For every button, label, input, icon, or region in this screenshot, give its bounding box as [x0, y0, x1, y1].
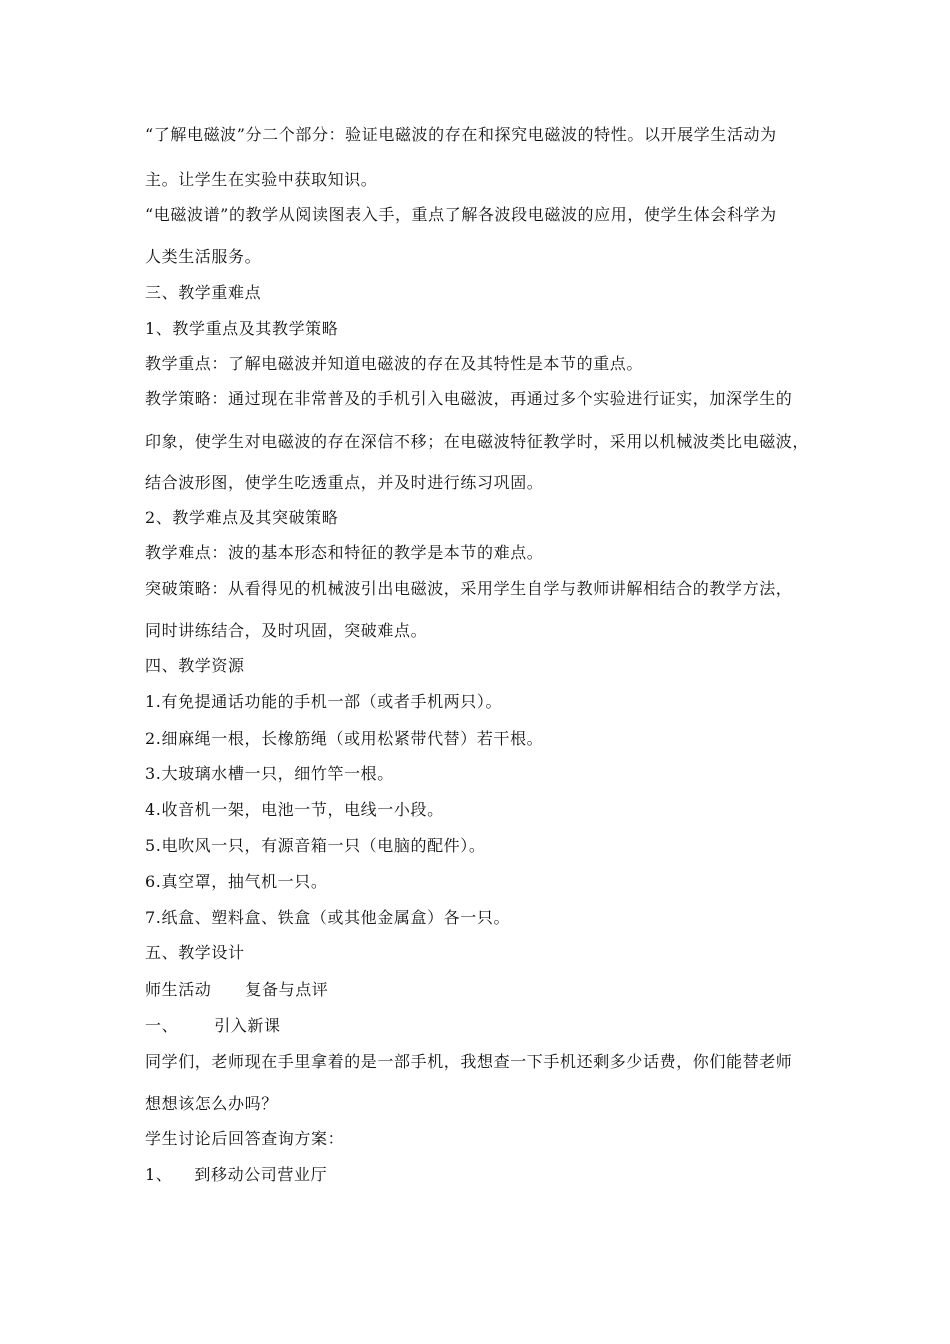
- subsection-heading: 2、教学难点及其突破策略: [145, 508, 339, 527]
- section-heading: 四、教学资源: [145, 656, 245, 675]
- section-heading: 五、教学设计: [145, 943, 245, 962]
- step-heading: [145, 1016, 281, 1036]
- list-item: 4.收音机一架，电池一节，电线一小段。: [145, 800, 444, 819]
- text-line: 主。让学生在实验中获取知识。: [145, 170, 378, 189]
- text-line: 想想该怎么办吗？: [145, 1094, 278, 1113]
- numbered-item: [145, 1165, 327, 1185]
- list-item: 3.大玻璃水槽一只，细竹竿一根。: [145, 764, 394, 783]
- text-line: 印象，使学生对电磁波的存在深信不移；在电磁波特征教学时，采用以机械波类比电磁波，: [145, 432, 810, 451]
- step-title: 引入新课: [214, 1016, 281, 1035]
- item-number: 1、: [145, 1165, 173, 1184]
- item-text: 到移动公司营业厅: [194, 1165, 328, 1184]
- table-header-row: [145, 980, 328, 1000]
- text-line: 学生讨论后回答查询方案：: [145, 1129, 345, 1148]
- text-line: 结合波形图，使学生吃透重点，并及时进行练习巩固。: [145, 473, 544, 492]
- list-item: 2.细麻绳一根，长橡筋绳（或用松紧带代替）若干根。: [145, 729, 544, 748]
- column-header-review: 复备与点评: [245, 980, 329, 999]
- step-number: 一、: [145, 1016, 179, 1035]
- text-line: “电磁波谱”的教学从阅读图表入手，重点了解各波段电磁波的应用，使学生体会科学为: [145, 205, 777, 224]
- list-item: 6.真空罩，抽气机一只。: [145, 872, 328, 891]
- text-line: 同时讲练结合，及时巩固，突破难点。: [145, 621, 428, 640]
- text-line: 同学们，老师现在手里拿着的是一部手机，我想查一下手机还剩多少话费，你们能替老师: [145, 1052, 793, 1071]
- text-line: “了解电磁波”分二个部分：验证电磁波的存在和探究电磁波的特性。以开展学生活动为: [145, 125, 777, 144]
- list-item: 7.纸盒、塑料盒、铁盒（或其他金属盒）各一只。: [145, 908, 511, 927]
- section-heading: 三、教学重难点: [145, 283, 262, 302]
- column-header-activity: 师生活动: [145, 980, 212, 999]
- text-line: 突破策略：从看得见的机械波引出电磁波，采用学生自学与教师讲解相结合的教学方法，: [145, 579, 793, 598]
- text-line: 教学策略：通过现在非常普及的手机引入电磁波，再通过多个实验进行证实，加深学生的: [145, 389, 793, 408]
- list-item: 5.电吹风一只，有源音箱一只（电脑的配件）。: [145, 836, 486, 855]
- subsection-heading: 1、教学重点及其教学策略: [145, 319, 339, 338]
- list-item: 1.有免提通话功能的手机一部（或者手机两只）。: [145, 692, 503, 711]
- text-line: 教学重点：了解电磁波并知道电磁波的存在及其特性是本节的重点。: [145, 354, 644, 373]
- text-line: 教学难点：波的基本形态和特征的教学是本节的难点。: [145, 543, 544, 562]
- text-line: 人类生活服务。: [145, 247, 262, 266]
